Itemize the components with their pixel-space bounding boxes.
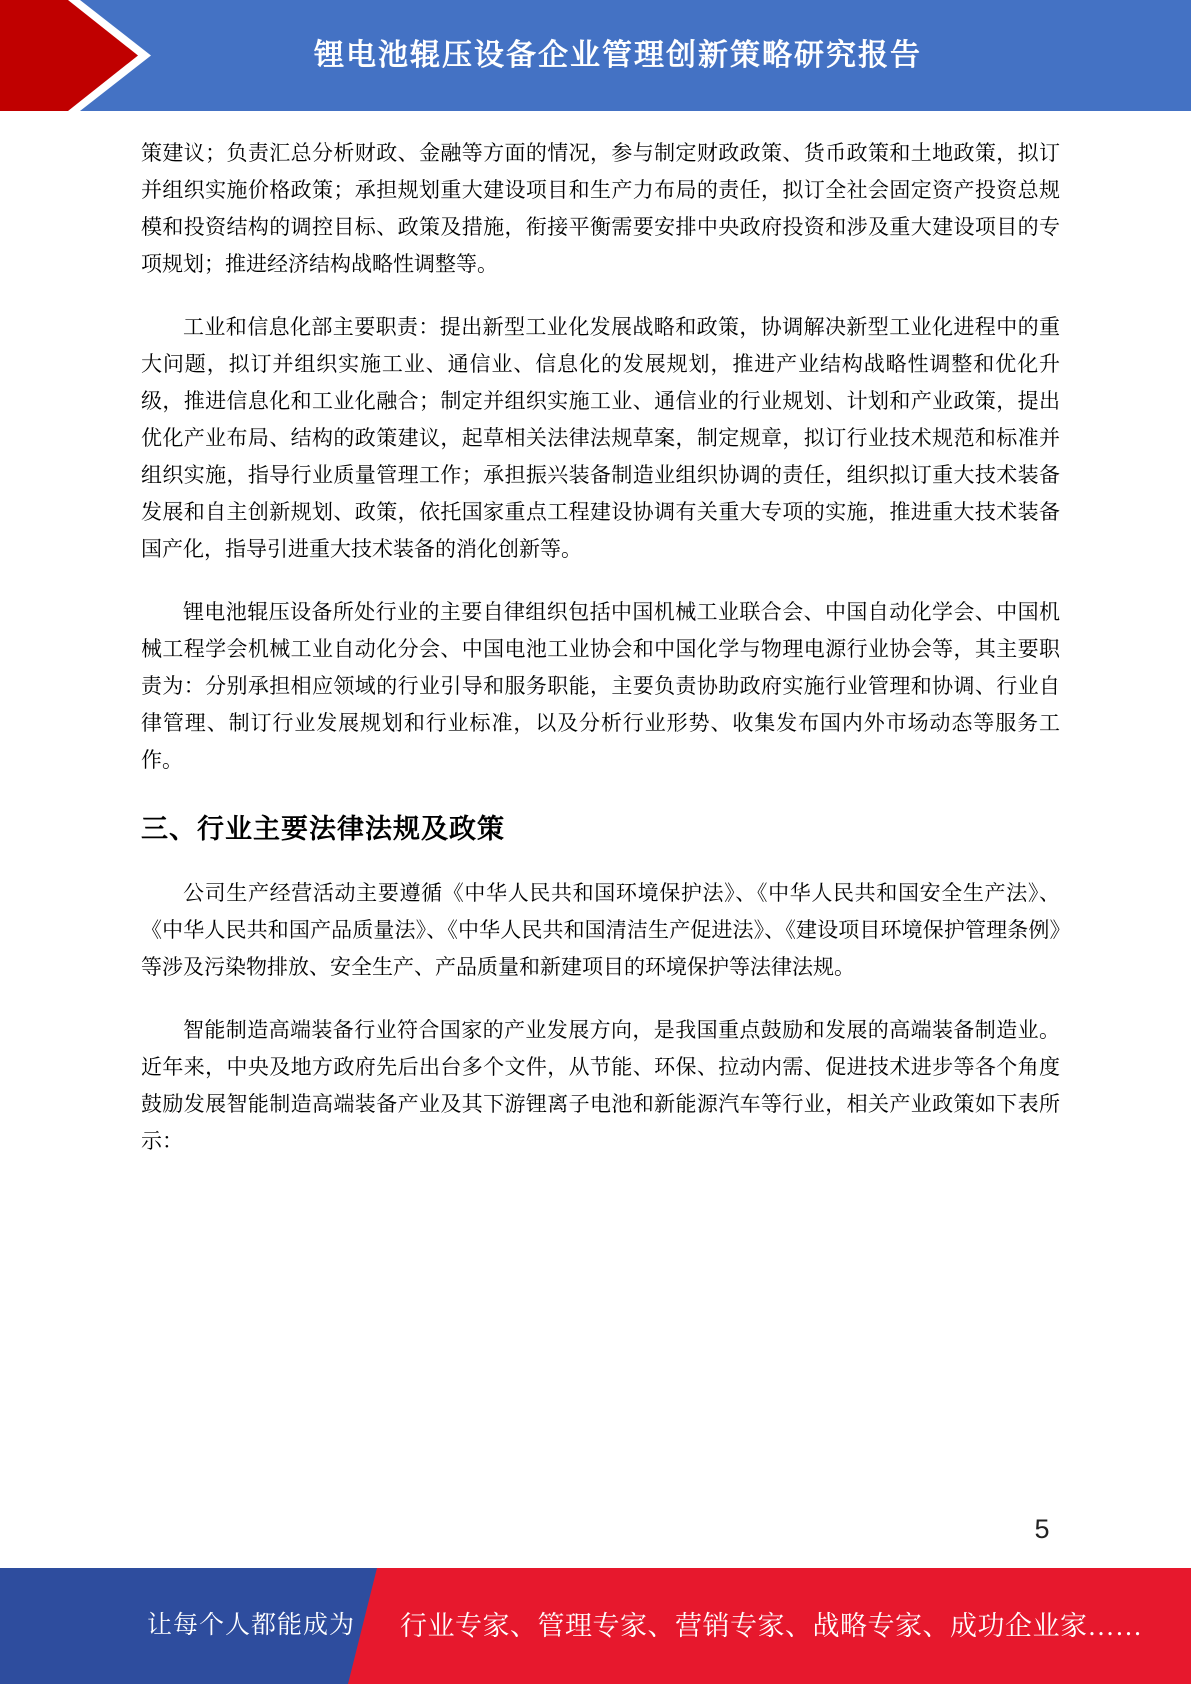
footer-slogan-right: 行业专家、管理专家、营销专家、战略专家、成功企业家……	[400, 1611, 1143, 1641]
page-footer	[0, 1568, 1191, 1684]
footer-slogan-left: 让每个人都能成为	[147, 1612, 356, 1639]
body-paragraph: 工业和信息化部主要职责：提出新型工业化发展战略和政策，协调解决新型工业化进程中的重大问题，拟订并组织实施工业、通信业、信息化的发展规划，推进产业结构战略性调整和优化升级，推进信息化和工业化融合；制定并组织实施工业、通信业的行业规划、计划和产业政策，提出优化产业布局、结构的政策建议，起草相关法律法规草案，制定规章，拟订行业技术规范和标准并组织实施，指导行业质量管理工作；承担振兴装备制造业组织协调的责任，组织拟订重大技术装备发展和自主创新规划、政策，依托国家重点工程建设协调有关重大专项的实施，推进重大技术装备国产化，指导引进重大技术装备的消化创新等。	[141, 315, 1060, 561]
body-paragraph: 公司生产经营活动主要遵循《中华人民共和国环境保护法》、《中华人民共和国安全生产法》、《中华人民共和国产品质量法》、《中华人民共和国清洁生产促进法》、《建设项目环境保护管理条例》等涉及污染物排放、安全生产、产品质量和新建项目的环境保护等法律法规。	[141, 881, 1060, 979]
body-paragraph: 锂电池辊压设备所处行业的主要自律组织包括中国机械工业联合会、中国自动化学会、中国机械工程学会机械工业自动化分会、中国电池工业协会和中国化学与物理电源行业协会等，其主要职责为：分别承担相应领域的行业引导和服务职能，主要负责协助政府实施行业管理和协调、行业自律管理、制订行业发展规划和行业标准，以及分析行业形势、收集发布国内外市场动态等服务工作。	[141, 600, 1060, 772]
page-header	[0, 0, 1191, 111]
body-paragraph: 策建议；负责汇总分析财政、金融等方面的情况，参与制定财政政策、货币政策和土地政策，拟订并组织实施价格政策；承担规划重大建设项目和生产力布局的责任，拟订全社会固定资产投资总规模和投资结构的调控目标、政策及措施，衔接平衡需要安排中央政府投资和涉及重大建设项目的专项规划；推进经济结构战略性调整等。	[141, 141, 1060, 276]
document-body	[141, 135, 1060, 1186]
report-title: 锂电池辊压设备企业管理创新策略研究报告	[314, 39, 922, 72]
section-heading: 三、行业主要法律法规及政策	[141, 814, 505, 844]
page-number: 5	[1034, 1514, 1050, 1544]
body-paragraph: 智能制造高端装备行业符合国家的产业发展方向，是我国重点鼓励和发展的高端装备制造业。近年来，中央及地方政府先后出台多个文件，从节能、环保、拉动内需、促进技术进步等各个角度鼓励发展智能制造高端装备产业及其下游锂离子电池和新能源汽车等行业，相关产业政策如下表所示：	[141, 1018, 1060, 1153]
